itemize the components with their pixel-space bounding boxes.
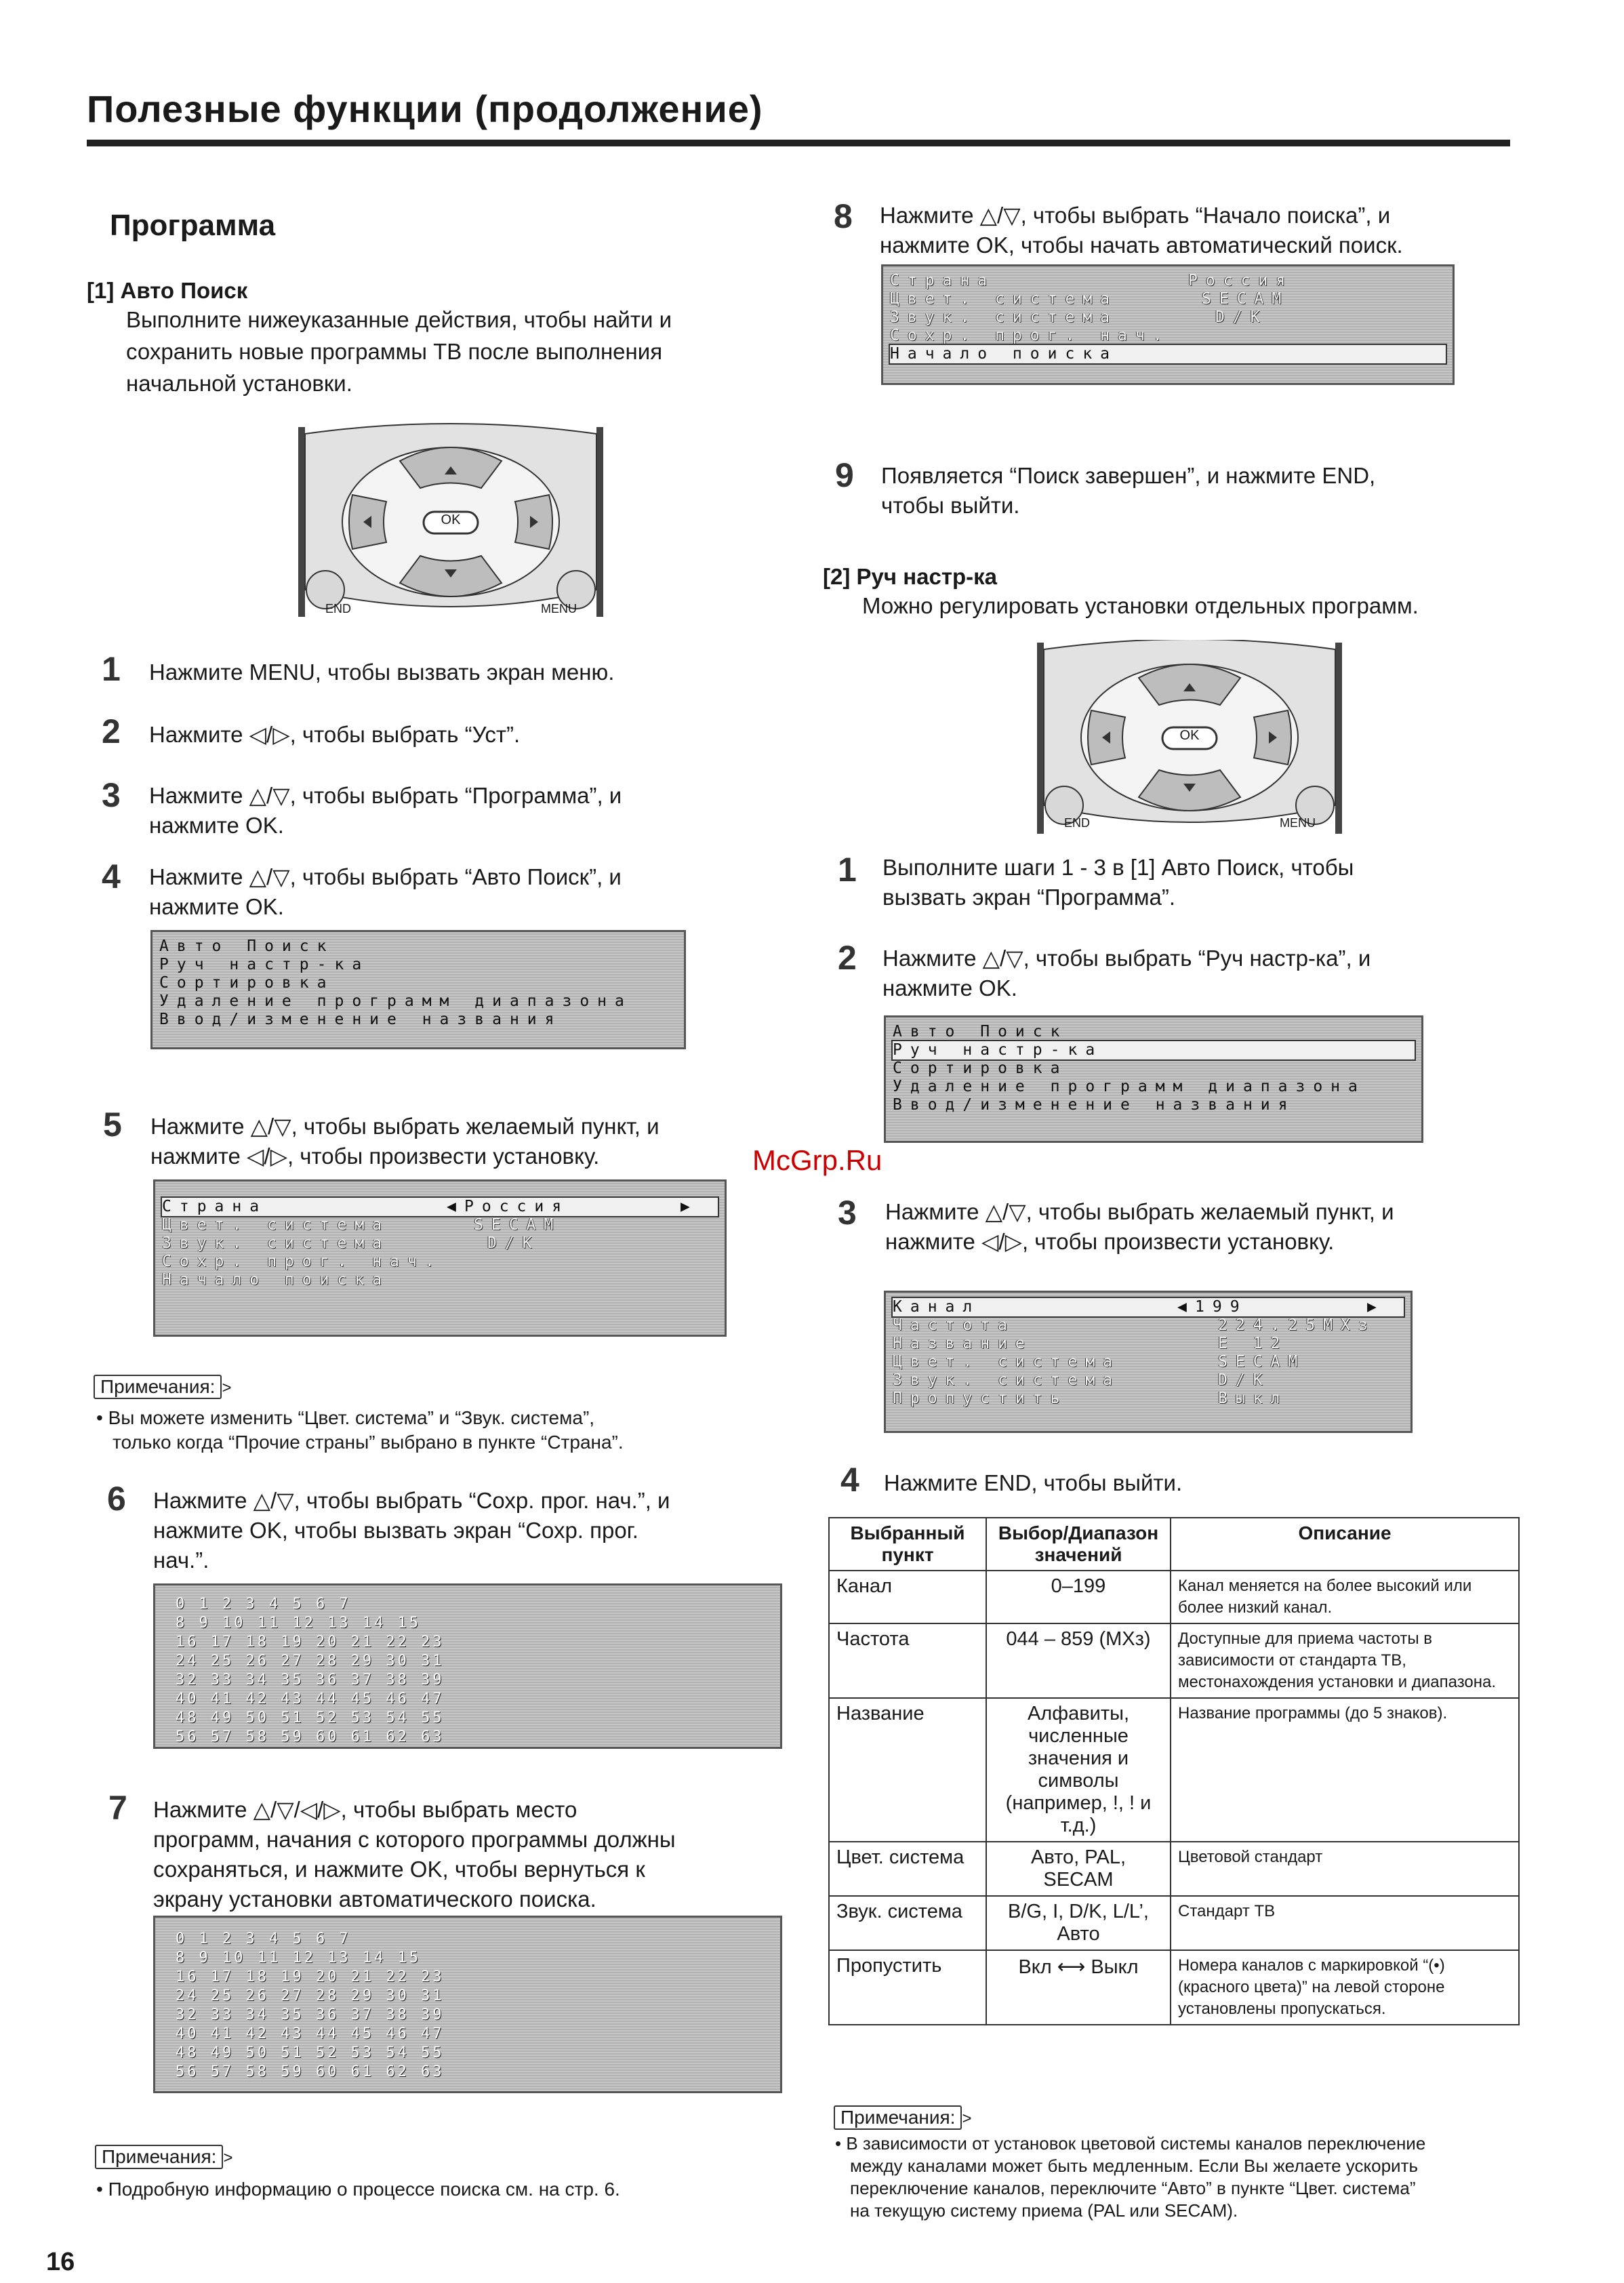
manual-step-4-text: Нажмите END, чтобы выйти.	[884, 1470, 1183, 1495]
settings-table	[828, 1517, 1520, 2025]
channel-grid-row[interactable]: 24 25 26 27 28 29 30 31	[176, 1987, 445, 2004]
channel-grid-row[interactable]: 32 33 34 35 36 37 38 39	[176, 2006, 445, 2023]
arrow-left-icon[interactable]: ◀	[447, 1198, 456, 1215]
step-1-text: Нажмите MENU, чтобы вызвать экран меню.	[149, 660, 615, 685]
channel-grid-row[interactable]: 48 49 50 51 52 53 54 55	[176, 2044, 445, 2061]
manual-step-4-number: 4	[840, 1461, 859, 1499]
channel-grid-row[interactable]: 24 25 26 27 28 29 30 31	[176, 1653, 445, 1670]
channel-grid-row[interactable]: 40 41 42 43 44 45 46 47	[176, 1691, 445, 1708]
menu-label: MENU	[1280, 816, 1316, 830]
menu-item-delete-range[interactable]: Удаление программ диапазона	[159, 992, 632, 1010]
setup-row-start-search[interactable]: Начало поиска	[162, 1271, 390, 1289]
auto-search-setup-screen	[153, 1179, 727, 1337]
page-header-title: Полезные функции (продолжение)	[87, 87, 763, 130]
header-rule	[87, 140, 1510, 146]
start-row-save-start[interactable]: Сохр. прог. нач.	[890, 327, 1171, 344]
menu-item-edit-name[interactable]: Ввод/изменение названия	[893, 1096, 1296, 1114]
step-8-number: 8	[834, 197, 853, 235]
step-7-text: Нажмите △/▽/◁/▷, чтобы выбрать место программ, начания с которого программы должны сохраняться, и нажмите OK, чтобы вернуться к экрану установки автоматического поиска.	[153, 1797, 676, 1912]
channel-grid-row[interactable]: 16 17 18 19 20 21 22 23	[176, 1634, 445, 1651]
channel-grid-row[interactable]: 0 1 2 3 4 5 6 7	[176, 1596, 351, 1613]
manual-step-2-number: 2	[838, 939, 857, 977]
manual-step-3-text: Нажмите △/▽, чтобы выбрать желаемый пункт, и нажмите ◁/▷, чтобы произвести установку.	[885, 1199, 1394, 1254]
step-7-number: 7	[108, 1789, 127, 1827]
menu-item-manual-tune[interactable]: Руч настр-ка	[159, 956, 370, 973]
manual-row-channel[interactable]: Канал ◀ 199 ▶	[893, 1298, 1404, 1316]
page-number: 16	[46, 2248, 75, 2276]
table-row: Звук. система B/G, I, D/K, L/L’, Авто Стандарт ТВ	[829, 1896, 1519, 1950]
step-6-number: 6	[107, 1480, 126, 1518]
step-2-text: Нажмите ◁/▷, чтобы выбрать “Уст”.	[149, 722, 521, 747]
menu-label: MENU	[541, 602, 577, 615]
manual-row-color-system[interactable]: Цвет. система SECAM	[893, 1353, 1306, 1371]
step-1-number: 1	[102, 650, 121, 688]
menu-item-edit-name[interactable]: Ввод/изменение названия	[159, 1011, 563, 1028]
manual-step-1-number: 1	[838, 851, 857, 889]
table-row: Пропустить Вкл ⟷ Выкл Номера каналов с маркировкой “(•) (красного цвета)” на левой стороне установлены пропускаться.	[829, 1950, 1519, 2025]
step-3-text: Нажмите △/▽, чтобы выбрать “Программа”, и нажмите OK.	[149, 783, 622, 838]
start-row-country[interactable]: Страна Россия	[890, 272, 1294, 289]
manual-row-sound-system[interactable]: Звук. система D/K	[893, 1371, 1271, 1389]
channel-grid-row[interactable]: 40 41 42 43 44 45 46 47	[176, 2025, 445, 2042]
manual-step-3-number: 3	[838, 1194, 857, 1232]
step-6-text: Нажмите △/▽, чтобы выбрать “Сохр. прог. нач.”, и нажмите OK, чтобы вызвать экран “Сохр. прог. нач.”.	[153, 1488, 670, 1573]
subsection-manual-title: [2] Руч настр-ка	[823, 564, 998, 589]
end-label: END	[1064, 816, 1091, 830]
table-row: Канал 0–199 Канал меняется на более высокий или более низкий канал.	[829, 1571, 1519, 1623]
step-3-number: 3	[102, 776, 121, 814]
notes-tag-1: Примечания: >	[94, 1375, 231, 1399]
auto-search-intro: Выполните нижеуказанные действия, чтобы найти и сохранить новые программы ТВ после выполнения начальной установки.	[126, 307, 672, 396]
channel-grid-row[interactable]: 56 57 58 59 60 61 62 63	[176, 1729, 445, 1745]
step-8-text: Нажмите △/▽, чтобы выбрать “Начало поиска”, и нажмите OK, чтобы начать автоматический поиск.	[880, 203, 1403, 258]
setup-row-sound-system[interactable]: Звук. система D/K	[162, 1234, 540, 1252]
setup-row-country[interactable]: Страна ◀ Россия ▶	[162, 1198, 718, 1216]
channel-grid-row[interactable]: 8 9 10 11 12 13 14 15	[176, 1615, 422, 1632]
step-4-text: Нажмите △/▽, чтобы выбрать “Авто Поиск”, и нажмите OK.	[149, 864, 622, 919]
menu-item-auto-search[interactable]: Авто Поиск	[893, 1023, 1068, 1041]
channel-grid-row[interactable]: 16 17 18 19 20 21 22 23	[176, 1968, 445, 1985]
channel-grid-screen-2	[153, 1916, 782, 2093]
table-row: Цвет. система Авто, PAL, SECAM Цветовой стандарт	[829, 1842, 1519, 1896]
notes-tag-3: Примечания: >	[834, 2105, 971, 2130]
manual-tune-screen	[884, 1291, 1413, 1433]
setup-row-save-start[interactable]: Сохр. прог. нач.	[162, 1253, 443, 1270]
manual-step-1-text: Выполните шаги 1 - 3 в [1] Авто Поиск, чтобы вызвать экран “Программа”.	[882, 855, 1354, 910]
start-row-color-system[interactable]: Цвет. система SECAM	[890, 290, 1290, 308]
manual-row-skip[interactable]: Пропустить Выкл	[893, 1390, 1288, 1407]
section-title: Программа	[110, 209, 276, 242]
step-2-number: 2	[102, 712, 121, 750]
arrow-right-icon[interactable]: ▶	[681, 1198, 690, 1215]
start-row-start-search[interactable]: Начало поиска	[890, 345, 1446, 363]
channel-grid-row[interactable]: 48 49 50 51 52 53 54 55	[176, 1710, 445, 1726]
bottom-note: • Подробную информацию о процессе поиска см. на стр. 6.	[96, 2179, 620, 2200]
manual-row-name[interactable]: Название E 12	[893, 1335, 1288, 1352]
menu-item-sort[interactable]: Сортировка	[159, 974, 335, 992]
subsection-auto-search-title: [1] Авто Поиск	[87, 278, 248, 303]
channel-grid-row[interactable]: 32 33 34 35 36 37 38 39	[176, 1672, 445, 1689]
menu-item-delete-range[interactable]: Удаление программ диапазона	[893, 1078, 1366, 1095]
channel-grid-row[interactable]: 8 9 10 11 12 13 14 15	[176, 1949, 422, 1966]
note-1: • Вы можете изменить “Цвет. система” и “Звук. система”, только когда “Прочие страны” выбрано в пункте “Страна”.	[96, 1407, 624, 1453]
remote-control-illustration	[291, 420, 610, 624]
channel-grid-row[interactable]: 0 1 2 3 4 5 6 7	[176, 1931, 351, 1947]
table-row: Частота 044 – 859 (МХз) Доступные для приема частоты в зависимости от стандарта ТВ, местонахождения установки и диапазона.	[829, 1623, 1519, 1698]
start-search-screen	[881, 264, 1455, 385]
manual-row-frequency[interactable]: Частота 224.25МХз	[893, 1316, 1376, 1334]
watermark: McGrp.Ru	[752, 1144, 882, 1176]
remote-control-illustration-2	[1030, 640, 1349, 836]
menu-item-manual-tune[interactable]: Руч настр-ка	[893, 1041, 1415, 1059]
menu-item-auto-search[interactable]: Авто Поиск	[159, 937, 335, 955]
start-row-sound-system[interactable]: Звук. система D/K	[890, 308, 1268, 326]
notes-tag-2: Примечания: >	[95, 2145, 232, 2169]
ok-label: OK	[1179, 728, 1200, 743]
setup-row-color-system[interactable]: Цвет. система SECAM	[162, 1216, 562, 1234]
channel-grid-row[interactable]: 56 57 58 59 60 61 62 63	[176, 2063, 445, 2080]
channel-grid-screen-1	[153, 1583, 782, 1749]
step-9-number: 9	[835, 456, 854, 494]
table-row: Название Алфавиты, численные значения и символы (например, !, ! и т.д.) Название программы (до 5 знаков).	[829, 1698, 1519, 1842]
program-menu-screen-2	[884, 1015, 1423, 1143]
end-label: END	[325, 602, 352, 615]
step-4-number: 4	[102, 857, 121, 895]
ok-label: OK	[441, 512, 461, 527]
step-9-text: Появляется “Поиск завершен”, и нажмите END, чтобы выйти.	[881, 463, 1376, 518]
step-5-text: Нажмите △/▽, чтобы выбрать желаемый пункт, и нажмите ◁/▷, чтобы произвести установку.	[150, 1114, 659, 1169]
table-header-row: Выбранный пункт Выбор/Диапазон значений Описание	[829, 1518, 1519, 1571]
manual-intro: Можно регулировать установки отдельных программ.	[862, 593, 1419, 618]
step-5-number: 5	[103, 1106, 122, 1144]
menu-item-sort[interactable]: Сортировка	[893, 1059, 1068, 1077]
manual-step-2-text: Нажмите △/▽, чтобы выбрать “Руч настр-ка”, и нажмите OK.	[882, 946, 1371, 1001]
note-2: • В зависимости от установок цветовой системы каналов переключение между каналами может быть медленным. Если Вы желаете ускорить переключение каналов, переключите “Авто” в пункте “Цвет. система” на текущую систему приема (PAL или SECAM).	[835, 2133, 1426, 2221]
arrow-left-icon[interactable]: ◀	[1177, 1298, 1187, 1316]
arrow-right-icon[interactable]: ▶	[1367, 1298, 1377, 1316]
program-menu-screen	[150, 930, 686, 1049]
